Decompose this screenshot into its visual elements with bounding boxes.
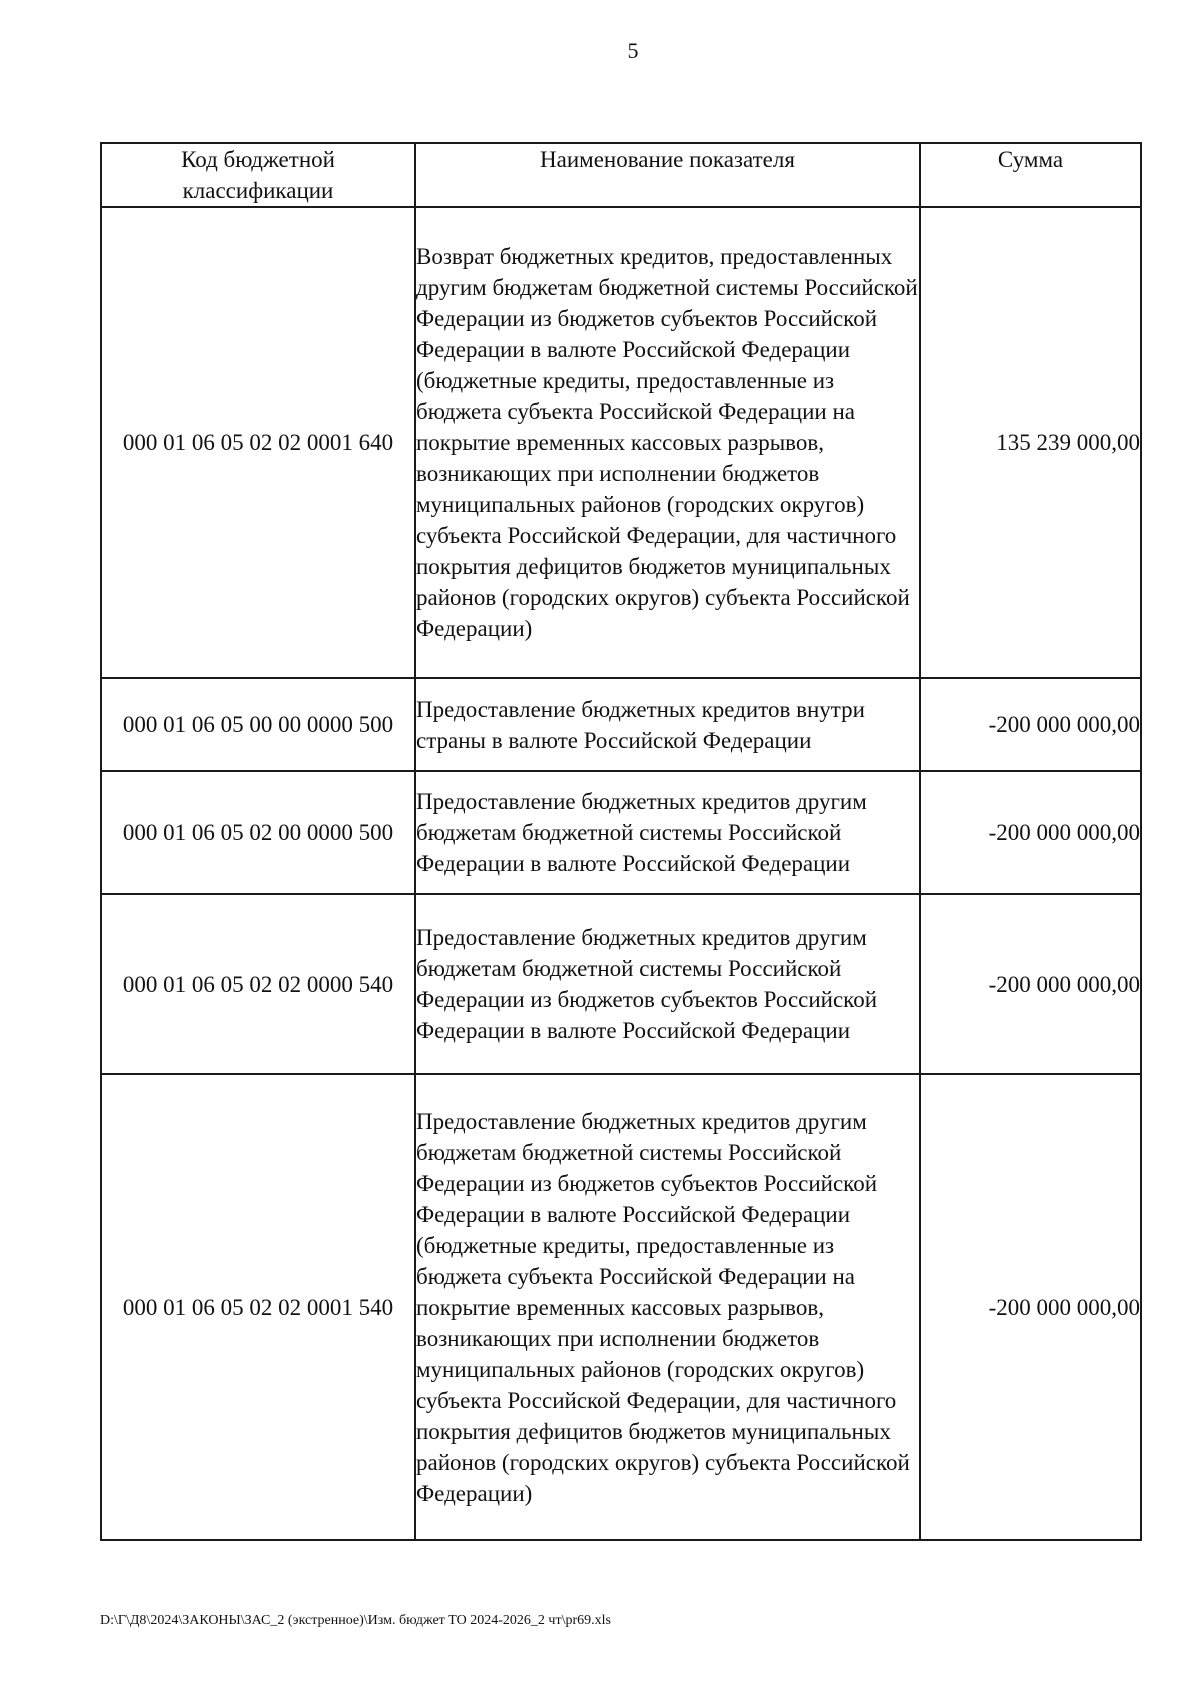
row-name: Предоставление бюджетных кредитов другим бюджетам бюджетной системы Российской Федерации в валюте Российской Федерации bbox=[415, 771, 920, 894]
header-name: Наименование показателя bbox=[415, 143, 920, 207]
row-code: 000 01 06 05 02 02 0001 540 bbox=[101, 1074, 415, 1540]
row-sum: -200 000 000,00 bbox=[920, 894, 1141, 1074]
header-code: Код бюджетной классификации bbox=[101, 143, 415, 207]
budget-table bbox=[100, 142, 1142, 1541]
row-sum: -200 000 000,00 bbox=[920, 678, 1141, 771]
row-code: 000 01 06 05 02 02 0000 540 bbox=[101, 894, 415, 1074]
header-row bbox=[101, 143, 1141, 207]
row-code: 000 01 06 05 02 00 0000 500 bbox=[101, 771, 415, 894]
table-body bbox=[101, 207, 1141, 1540]
row-sum: -200 000 000,00 bbox=[920, 1074, 1141, 1540]
row-name: Предоставление бюджетных кредитов внутри страны в валюте Российской Федерации bbox=[415, 678, 920, 771]
table-row bbox=[101, 1074, 1141, 1540]
row-name: Предоставление бюджетных кредитов другим бюджетам бюджетной системы Российской Федерации из бюджетов субъектов Российской Федерации в валюте Российской Федерации bbox=[415, 894, 920, 1074]
table-row bbox=[101, 894, 1141, 1074]
row-code: 000 01 06 05 00 00 0000 500 bbox=[101, 678, 415, 771]
table-row bbox=[101, 771, 1141, 894]
header-sum: Сумма bbox=[920, 143, 1141, 207]
row-code: 000 01 06 05 02 02 0001 640 bbox=[101, 207, 415, 678]
table-row bbox=[101, 678, 1141, 771]
page-number: 5 bbox=[627, 38, 639, 63]
table-header bbox=[101, 143, 1141, 207]
row-sum: 135 239 000,00 bbox=[920, 207, 1141, 678]
row-name: Предоставление бюджетных кредитов другим бюджетам бюджетной системы Российской Федерации из бюджетов субъектов Российской Федерации в валюте Российской Федерации (бюджетные кредиты, предоставленные из бюджета субъекта Российской Федерации на покрытие временных кассовых разрывов, возникающих при исполнении бюджетов муниципальных районов (городских округов) субъекта Российской Федерации, для частичного покрытия дефицитов бюджетов муниципальных районов (городских округов) субъекта Российской Федерации) bbox=[415, 1074, 920, 1540]
table-row bbox=[101, 207, 1141, 678]
row-name: Возврат бюджетных кредитов, предоставленных другим бюджетам бюджетной системы Российской Федерации из бюджетов субъектов Российской Федерации в валюте Российской Федерации (бюджетные кредиты, предоставленные из бюджета субъекта Российской Федерации на покрытие временных кассовых разрывов, возникающих при исполнении бюджетов муниципальных районов (городских округов) субъекта Российской Федерации, для частичного покрытия дефицитов бюджетов муниципальных районов (городских округов) субъекта Российской Федерации) bbox=[415, 207, 920, 678]
footer-file-path: D:\Г\Д8\2024\ЗАКОНЫ\ЗАС_2 (экстренное)\Изм. бюджет ТО 2024-2026_2 чт\pr69.xls bbox=[100, 1613, 611, 1628]
row-sum: -200 000 000,00 bbox=[920, 771, 1141, 894]
